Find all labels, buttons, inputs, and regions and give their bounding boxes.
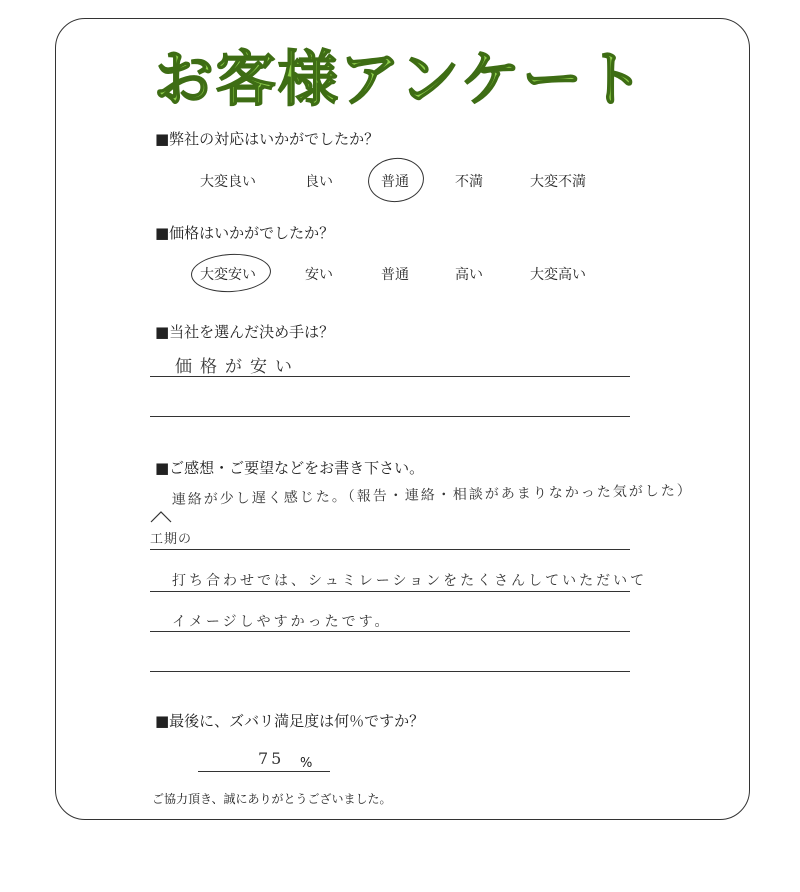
comment-line-2[interactable]: 打ち合わせでは、シュミレーションをたくさんしていただいて (172, 573, 648, 589)
insertion-mark (150, 508, 172, 520)
question-price: ■価格はいかがでしたか？ (155, 224, 335, 242)
comment-line-rule-4 (150, 671, 630, 672)
comment-line-3[interactable]: イメージしやすかったです。 (172, 614, 392, 630)
option-price-expensive[interactable]: 高い (455, 267, 483, 283)
comment-line-rule-1 (150, 549, 630, 550)
option-price-very-cheap[interactable]: 大変安い (200, 267, 256, 283)
option-service-very-dissatisfied[interactable]: 大変不満 (530, 174, 586, 190)
option-price-normal[interactable]: 普通 (381, 267, 409, 283)
answer-deciding-factor[interactable]: 価格が安い (175, 357, 300, 377)
answer-line-1 (150, 376, 630, 377)
option-service-dissatisfied[interactable]: 不満 (455, 174, 483, 190)
option-service-good[interactable]: 良い (305, 174, 333, 190)
option-service-very-good[interactable]: 大変良い (200, 174, 256, 190)
option-price-very-expensive[interactable]: 大変高い (530, 267, 586, 283)
satisfaction-value[interactable]: 75 (258, 749, 285, 768)
option-service-normal[interactable]: 普通 (381, 174, 409, 190)
thank-you-note: ご協力頂き、誠にありがとうございました。 (152, 792, 392, 806)
comment-line-rule-3 (150, 631, 630, 632)
question-deciding-factor: ■当社を選んだ決め手は？ (155, 323, 335, 341)
survey-title: お客様アンケート (153, 45, 647, 115)
comment-line-rule-2 (150, 591, 630, 592)
question-satisfaction: ■最後に、ズバリ満足度は何％ですか？ (155, 712, 425, 730)
option-price-cheap[interactable]: 安い (305, 267, 333, 283)
question-comments: ■ご感想・ご要望などをお書き下さい。 (155, 459, 425, 477)
question-service: ■弊社の対応はいかがでしたか？ (155, 130, 380, 148)
comment-line-1[interactable]: 連絡が少し遅く感じた。（報告・連絡・相談があまりなかった気がした） (171, 482, 693, 509)
comment-line-insert[interactable]: 工期の (150, 532, 193, 547)
answer-line-2 (150, 416, 630, 417)
satisfaction-unit: % (300, 756, 313, 771)
satisfaction-line (198, 771, 330, 772)
